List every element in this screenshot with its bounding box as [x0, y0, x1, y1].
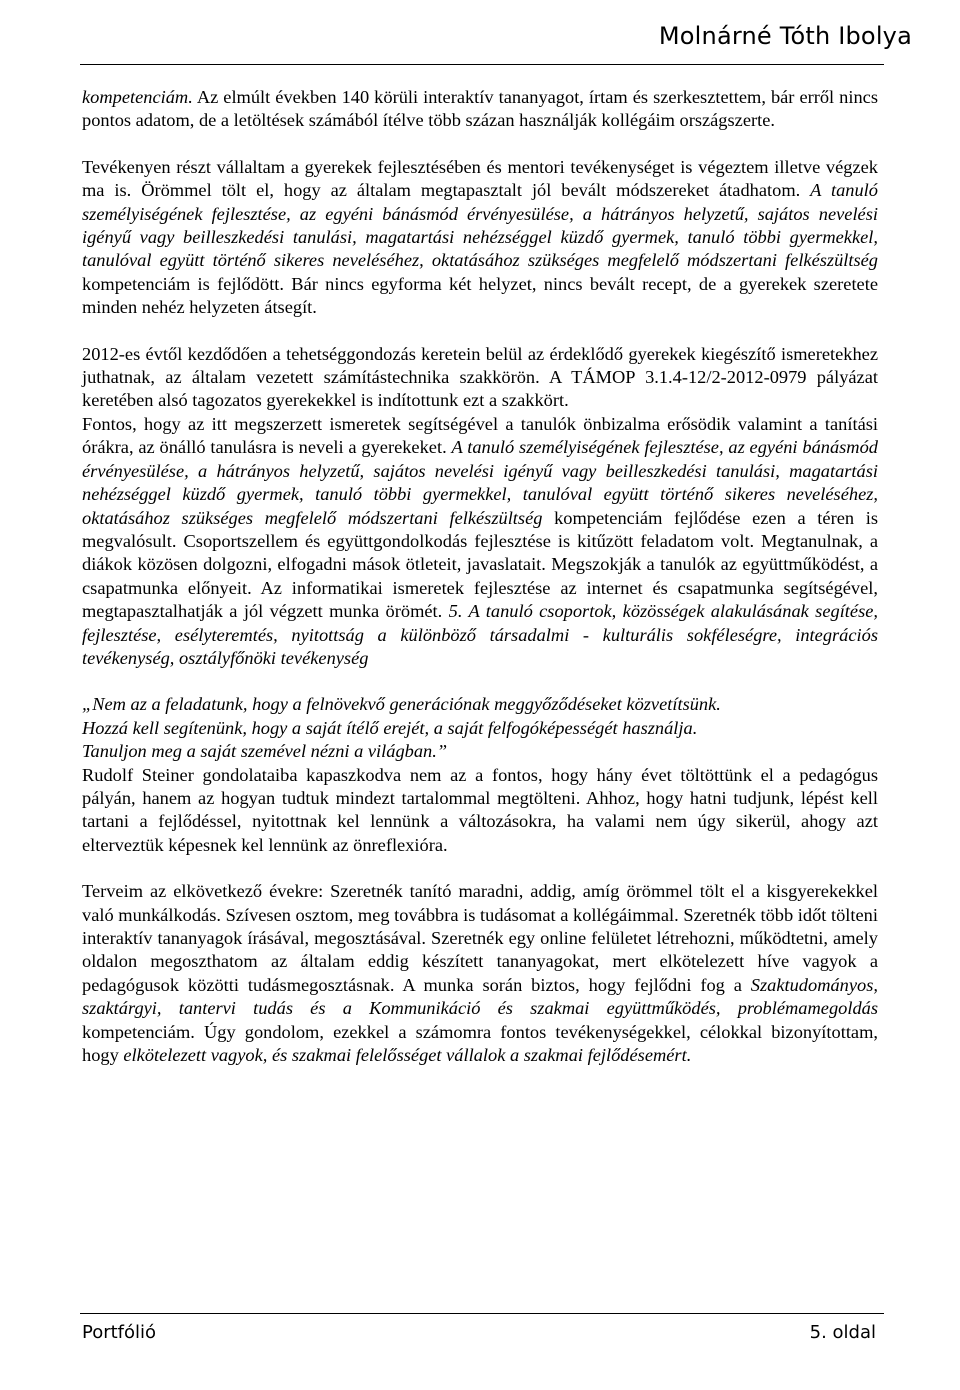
paragraph-1-italic: kompetenciám.: [82, 87, 193, 107]
paragraph-2-italic: A tanuló személyiségének fejlesztése, az egyéni bánásmód érvényesülése, a hátrányos helyzetű, sajátos nevelési igényű vagy beilleszkedési tanulási, magatartási nehézséggel küzdő gyermek, tanuló többi gyermekkel, tanulóval együtt történő sikeres neveléséhez, oktatásához szükséges megfelelő módszertani felkészültség: [82, 180, 878, 271]
page-number: 5. oldal: [809, 1322, 876, 1343]
paragraph-2-text: Tevékenyen részt vállaltam a gyerekek fejlesztésében és mentori tevékenységet is végeztem illetve végzek ma is. Örömmel tölt el, hogy az általam megtapasztalt jól bevált módszereket átadhatom.: [82, 156, 878, 201]
paragraph-6-italic-end: elkötelezett vagyok, és szakmai felelősséget vállalok a szakmai fejlődésemért.: [123, 1045, 692, 1066]
paragraph-2: [82, 156, 878, 320]
paragraph-6-text-mid: kompetenciám. Úgy gondolom, ezekkel a számomra fontos tevékenységekkel, célokkal bizonyítottam, hogy: [82, 1021, 878, 1066]
header-author: Molnárné Tóth Ibolya: [658, 22, 912, 50]
footer-title: Portfólió: [82, 1322, 157, 1343]
paragraph-1-text: Az elmúlt években 140 körüli interaktív tananyagot, írtam és szerkesztettem, bár erről nincs pontos adatom, de a letöltések számából ítélve több százan használják kollégáim országszerte.: [82, 87, 878, 131]
paragraph-3-text: 2012-es évtől kezdődően a tehetséggondozás keretein belül az érdeklődő gyerekek kiegészítő ismeretekhez juthatnak, az általam vezetett számítástechnika szakkörön. A TÁMOP 3.1.4-12/2-2012-0979 pályázat keretében alsó tagozatos gyerekekkel is indítottunk ezt a szakkört.: [82, 343, 878, 411]
paragraph-5: [82, 764, 878, 858]
paragraph-6-text: Terveim az elkövetkező évekre: Szeretnék tanító maradni, addig, amíg örömmel tölt el a kisgyerekekkel való munkálkodás. Szívesen osztom, meg továbbra is tudásomat a kollégáimmal. Szeretnék több időt tölteni interaktív tananyagok írásával, megosztásával. Szeretnék egy online felületet létrehozni, működtetni, amely oldalon megoszthatom az általam eddig készített tananyagokat, mert elkötelezett híve vagyok a pedagógusok közötti tudásmegosztásnak. A munka során biztos, hogy fejlődni fog a: [82, 881, 878, 995]
paragraph-4-italic: A tanuló személyiségének fejlesztése, az egyéni bánásmód érvényesülése, a hátrányos helyzetű, sajátos nevelési igényű vagy beilleszkedési tanulási, magatartási nehézséggel küzdő gyermek, tanuló többi gyermekkel, tanulóval együtt történő sikeres neveléséhez, oktatásához szükséges megfelelő módszertani felkészültség: [82, 437, 878, 528]
paragraph-2-text-end: kompetenciám is fejlődött. Bár nincs egyforma két helyzet, nincs bevált recept, de a gyerekek szeretete minden nehéz helyzeten átsegít.: [82, 273, 878, 318]
paragraph-4-text: Fontos, hogy az itt megszerzett ismeretek segítségével a tanulók önbizalma erősödik valamint a tanítási órákra, az önálló tanulásra is neveli a gyerekeket.: [82, 413, 878, 458]
paragraph-6: [82, 880, 878, 1067]
header-rule: [80, 64, 884, 65]
paragraph-1: [82, 86, 878, 133]
footer-rule: [80, 1313, 884, 1314]
paragraph-4: [82, 413, 878, 670]
paragraph-6-italic: Szaktudományos, szaktárgyi, tantervi tudás és a Kommunikáció és szakmai együttműködés, problémamegoldás: [82, 974, 878, 1019]
paragraph-4-text-mid: kompetenciám fejlődése ezen a téren is megvalósult. Csoportszellem és együttgondolkodás fejlesztése is kitűzött feladatom volt. Megtanulnak, a diákok közösen dolgozni, elfogadni mások ötleteit, javaslatait. Megszokják a tanulók az együttműködést, a csapatmunka előnyeit. Az informatikai ismeretek fejlesztése az internet és csapatmunka segítségével, megtapasztalhatják a jól végzett munka örömét.: [82, 507, 878, 622]
steiner-quote: [82, 693, 878, 763]
quote-line-3: Tanuljon meg a saját szemével nézni a világban.”: [82, 741, 448, 762]
paragraph-4-italic-end: 5. A tanuló csoportok, közösségek alakulásának segítése, fejlesztése, esélyteremtés, nyitottság a különböző társadalmi - kulturális sokféleségre, integrációs tevékenység, osztályfőnöki tevékenység: [82, 601, 879, 668]
paragraph-5-text: Rudolf Steiner gondolataiba kapaszkodva nem az a fontos, hogy hány évet töltöttünk el a pedagógus pályán, hanem az hogyan tudtuk mindezt tartalommal megtölteni. Ahhoz, hogy hatni tudjunk, lépést kell tartani a fejlődéssel, nyitottnak kel lennünk a változásokra, ha valami nem úgy sikerül, ahogy azt elterveztük képesnek kel lennünk az önreflexióra.: [82, 764, 878, 855]
quote-line-1: „Nem az a feladatunk, hogy a felnövekvő generációnak meggyőződéseket közvetítsünk.: [82, 694, 721, 715]
quote-line-2: Hozzá kell segítenünk, hogy a saját ítélő erejét, a saját felfogóképességét használja.: [82, 717, 698, 738]
paragraph-3: [82, 343, 878, 413]
document-body: [82, 86, 878, 1067]
